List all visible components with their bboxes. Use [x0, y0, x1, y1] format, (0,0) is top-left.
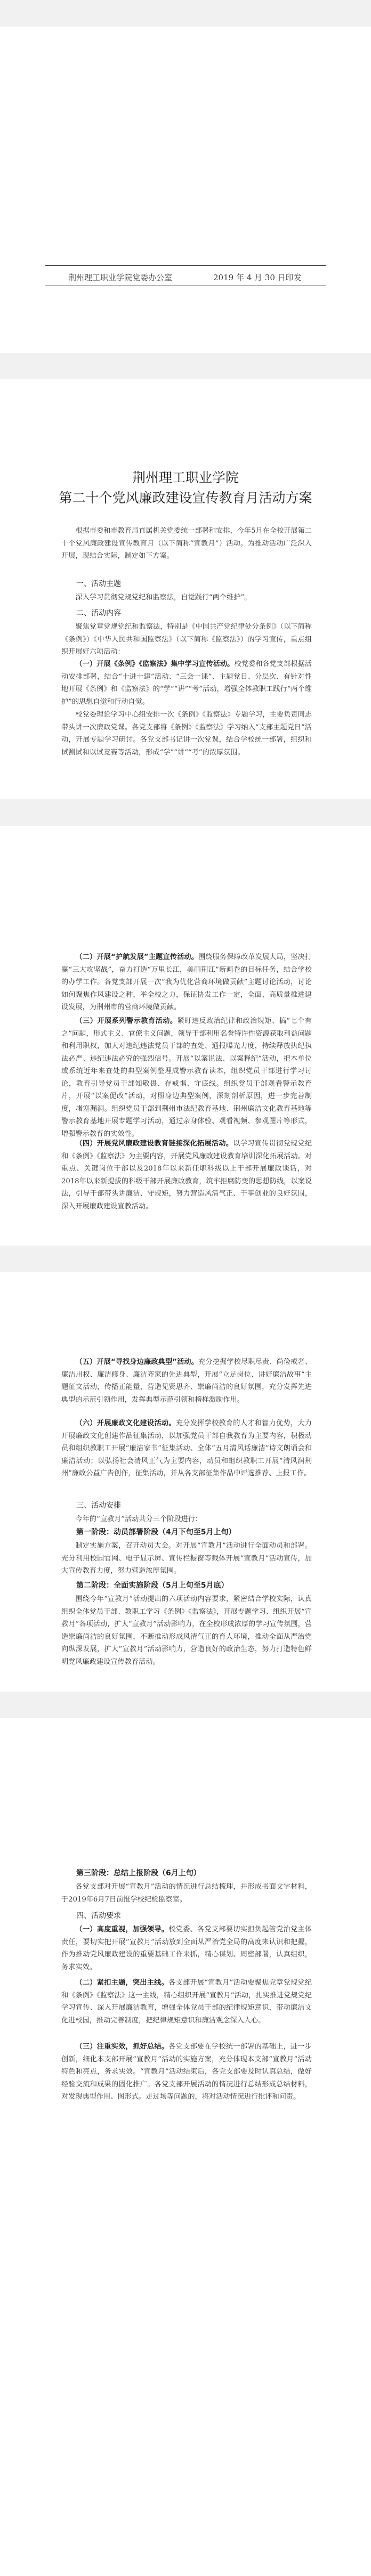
- issue-date: 2019 年 4 月 30 日印发: [213, 273, 302, 282]
- intro-paragraph: 根据市委和市教育局直属机关党委统一部署和安排，今年5月在全校开展第二十个党风廉政建设宣传教育月（以下简称“宣教月”）活动。为推动活动广泛深入开展，现结合实际，制定如下方案。: [61, 527, 312, 560]
- item-3: [61, 1015, 312, 1140]
- requirement-1: [61, 1923, 312, 1973]
- requirement-3-text: 各党支部要在学校统一部署的基础上，进一步创新，细化本支部开展“宣教月”活动的实施方案，充分体现本支部“宣教月”活动特色和亮点，务求实效。“宣教月”活动结束后，各党支部要及时认真总结，做好经验交流和成果的固化推广。各党支部开展活动的情况进行总结形成总结材料，对发现典型作用、图形式。走过场等问题的，将对活动情况进行批评和问责。: [61, 2043, 312, 2101]
- requirement-1-text: 校党委、各党支部要切实担负起管党治党主体责任，要切实把开展“宣教月”活动放到全面从严治党全局的高度来认识和把握，作为推动党风廉政建设的重要基础工作来抓，精心谋划、周密部署，认真组织，务求实效。: [61, 1925, 312, 1971]
- item-6: [61, 1417, 312, 1480]
- item-2: [61, 951, 312, 1014]
- phase-2-heading: 第二阶段：全面实施阶段（5月上旬至5月底）: [76, 1581, 229, 1590]
- page-gap-4: [0, 1692, 371, 1718]
- section-4-heading: 四、活动要求: [76, 1912, 121, 1920]
- item-1-text-2: 校党委理论学习中心组安排一次《条例》《监察法》专题学习，主要负责同志带头讲一次廉政党课。各党支部将《条例》《监察法》学习纳入“支部主题党日”活动，开展专题学习研讨。各党支部书记讲一次党课，结合学校统一部署，组织和试测试和以试竞赛等活动，形成“学”“讲”“考”的浓厚氛围。: [61, 711, 312, 757]
- item-1: [61, 658, 312, 708]
- phase-1-heading: 第一阶段：动员部署阶段（4月下旬至5月上旬）: [76, 1528, 236, 1537]
- requirement-2: [61, 1977, 312, 2027]
- item-5: [61, 1356, 312, 1406]
- phase-3-heading: 第三阶段：总结上报阶段（6月上旬）: [76, 1869, 201, 1878]
- doc-title-main: 第二十个党风廉政建设宣传教育月活动方案: [59, 490, 312, 506]
- item-2-text: 围绕服务保障改革发展大局，坚决打赢“三大攻坚战”，奋力打造“万里长江，美丽荆江”新画卷的目标任务，结合学校的办学工作。各党支部开展一次“我为优化营商环境做贡献”主题讨论活动，讨论如何聚焦作风建设之种，举全校之力，保证协发工作一定，全面、高质量推进建设发展，为荆州市的营商环境做贡献。: [61, 953, 312, 1011]
- item-5-text: 充分挖掘学校尽职尽责、尚俭戒奢、廉洁用权、廉洁修身、廉洁齐家的先进典型，开展“立足岗位、讲好廉洁故事”主题征文活动，传播正能量，营造见贤思齐、崇廉尚洁的良好氛围，充分发挥先进典型的示范引领作用，发挥典型示范引领和榜样激励作用。: [61, 1358, 312, 1404]
- page-gap-3: [0, 1246, 371, 1272]
- phase-3-text: 各党支部对开展“宣教月”活动的情况进行总结梳理，并形成书面文字材料，于2019年6月7日前报学校纪检监察室。: [61, 1883, 312, 1904]
- item-1-lead: （一）开展《条例》《监察法》集中学习宣传活动。: [75, 660, 235, 668]
- item-4: [61, 1137, 312, 1213]
- page-gap-1: [0, 353, 371, 379]
- item-6-lead: （六）开展廉政文化建设活动。: [75, 1419, 176, 1427]
- requirement-2-lead: （二）紧扣主题，突出主线。: [75, 1979, 169, 1987]
- section-1-heading: 一、活动主题: [76, 580, 121, 588]
- doc-title-school: 荆州理工职业学院: [132, 470, 239, 485]
- item-1-text: 校党委和各党支部根据活动安排部署，结合“十进十建”活动、“三会一课”、主题党日、分层次、有针对性地开展《条例》和《监察法》的“学”“讲”“考”活动，增强全体教职工践行“两个维护”的思想自觉和行动自觉。: [61, 660, 312, 706]
- section-1-text: 深入学习贯彻党规党纪和监察法，自觉践行“两个维护”。: [75, 594, 252, 602]
- item-3-lead: （三）开展系列警示教育活动。: [75, 1017, 178, 1025]
- phase-2-text: 围绕今年“宣教月”活动提出的六项活动内容要求，紧密结合学校实际，认真组织全体党员干部、教职工学习《条例》《监察法》，开展专题学习、组织开展“宣教月”各项活动，扩大“宣教月”活动影响力，在全校形成浓厚的学习宣传氛围，营造崇廉尚洁的良好氛围，不断推动形成风清气正的育人环境，推动全面从严治党向纵深发展，扩大“宣教月”活动影响力，营造良好的政治生态，努力打造特色鲜明党风廉政建设宣传教育活动。: [61, 1595, 312, 1666]
- phase-1-text: 制定实施方案，召开动员大会。对开展“宣教月”活动进行全面动员和部署。充分利用校园官网、电子显示屏、宣传栏橱窗等载体开展“宣教月”活动宣传，加大宣传教育力度，努力营造浓厚氛围。: [61, 1542, 312, 1575]
- requirement-2-text: 各支部开展“宣教月”活动要聚焦党章党规党纪和《条例》《监察法》这一主线，精心组织开展“宣教月”活动，扎实推进党规党纪学习宣传、深入开展廉洁教育，增强全体党员干部的纪律规矩意识，带动廉洁文化进校园，推动完善制度，把纪律规矩意识和廉洁观念深入人心。: [61, 1979, 312, 2025]
- item-3-text: 紧盯违反政治纪律和政治规矩、搞“七个有之”问题，形式主义、官僚主义问题，领导干部利用名誉特许性资源获取利益问题和利用职权，加大对违纪违法党员干部的查处、通报曝光力度，持续释放执纪执法必严、违纪违法必究的强烈信号。开展“以案说法、以案释纪”活动，把本单位或系统近年来查处的典型案例整理成警示教育读本，组织党员干部进行学习讨论，教育引导党员干部知敬畏、存戒惧、守底线。组织党员干部观看警示教育片，开展“以案促改”活动，对照身边典型案例，深刻剖析原因，进一步完善制度，堵塞漏洞。组织党员干部到荆州市法纪教育基地、荆州廉洁文化教育基地等警示教育基地开展专题学习活动，通过亲身体验、观看视频、参观图片等形式，增强警示教育的实效性。: [61, 1017, 312, 1138]
- page-gap-2: [0, 799, 371, 826]
- section-2-intro: 聚焦党章党规党纪和监察法，特别是《中国共产党纪律处分条例》（以下简称《条例》）《中华人民共和国监察法》（以下简称《监察法》）的学习宣传，重点组织开展好六项活动：: [61, 623, 312, 656]
- footer-rule-top: [45, 265, 326, 266]
- item-2-lead: （二）开展“护航发展”主题宣传活动。: [75, 953, 199, 961]
- issuer-name: 荆州理工职业学院党委办公室: [68, 273, 173, 282]
- requirement-3: [61, 2041, 312, 2103]
- item-6-text: 充分发挥学校教育的人才和智力优势，大力开展廉政文化创建作品征集活动，以加强党员干部自我教育为主要内容，积极动员和组织教职工开展“廉洁家书”征集活动、全体“五月清风话廉洁”诗文朗诵会和廉洁活动；以弘扬社会清风正气为主要内容，动员和组织教职工开展“清风润荆州”廉政公益广告创作，征集活动，并从各支部征集作品中评选推荐、上报工作。: [61, 1419, 312, 1477]
- section-2-heading: 二、活动内容: [76, 609, 121, 617]
- item-4-lead: （四）开展党风廉政建设教育链接深化拓展活动。: [75, 1140, 233, 1148]
- section-3-text: 今年的“宣教月”活动共分三个阶段进行：: [75, 1515, 203, 1523]
- item-5-lead: （五）开展“寻找身边廉政典型”活动。: [75, 1358, 199, 1366]
- requirement-1-lead: （一）高度重视，加强领导。: [75, 1925, 169, 1933]
- item-4-text: 以学习宣传贯彻党规党纪和《条例》《监察法》为主要内容，开展党风廉政建设教育培训深化拓展活动。对重点、关键岗位干部以及2018年以来新任职科级以上干部开展廉政谈话，对2018年以来新提拔的科级干部开展廉政教育，筑牢拒腐防变的思想防线，以案说法，引导干部带头讲廉洁、守规矩，努力营造风清气正、干事创业的良好氛围，深入开展廉政建设宣教活动。: [61, 1140, 312, 1210]
- requirement-3-lead: （三）注重实效，抓好总结。: [75, 2043, 169, 2051]
- page-gap-top: [0, 0, 371, 27]
- section-3-heading: 三、活动安排: [76, 1501, 121, 1510]
